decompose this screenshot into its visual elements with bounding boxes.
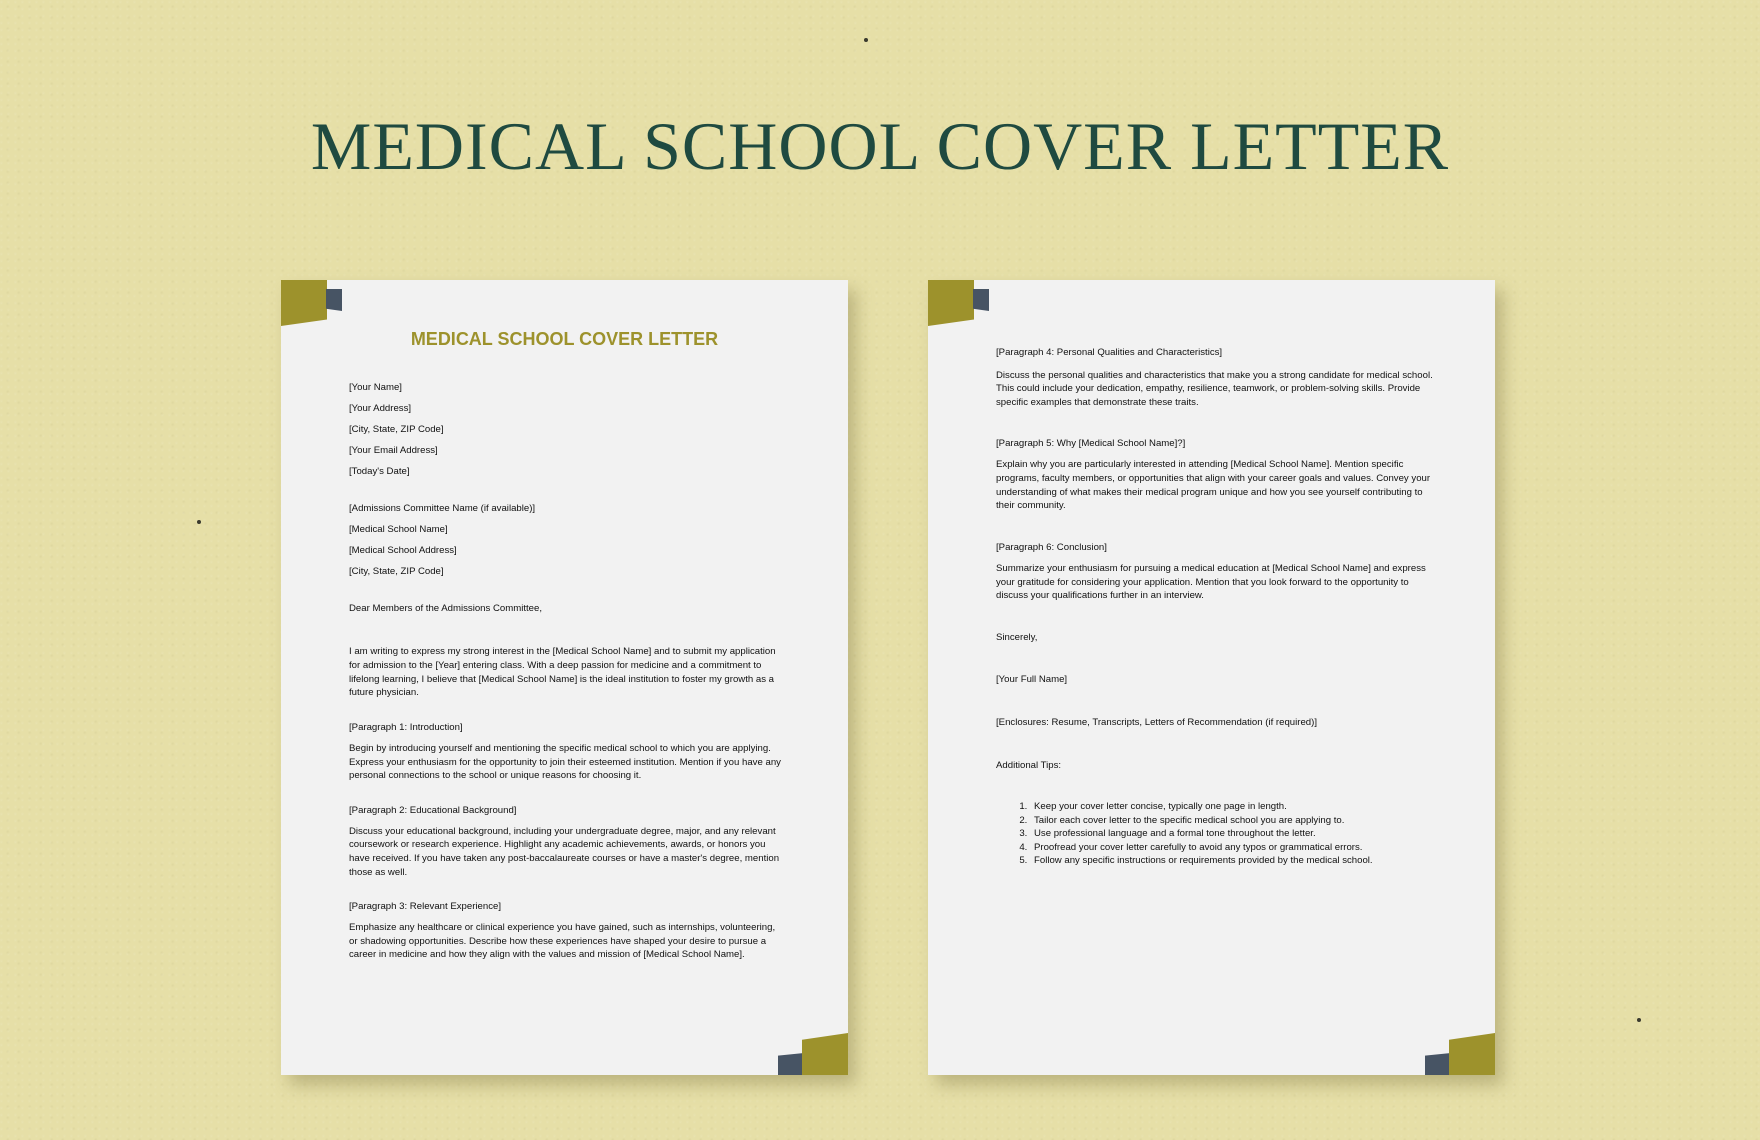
closing: Sincerely, — [996, 631, 1038, 643]
corner-decoration — [973, 289, 989, 311]
document-title: MEDICAL SCHOOL COVER LETTER — [410, 329, 719, 349]
recipient-address: [Medical School Address] — [349, 545, 457, 557]
section-body: Summarize your enthusiasm for pursuing a medical education at [Medical School Name] and express your gratitude for considering your application. Mention that you look forward to the opportunity to discuss your qualifications further in an interview. — [996, 562, 1426, 602]
paper-speck — [197, 520, 201, 524]
list-item: 4. Proofread your cover letter carefully to avoid any typos or grammatical errors. — [1030, 841, 1436, 855]
sender-email: [Your Email Address] — [349, 445, 438, 457]
section-heading: [Paragraph 6: Conclusion] — [996, 541, 1107, 553]
sender-name: [Your Name] — [349, 382, 402, 393]
signature-name: [Your Full Name] — [996, 674, 1068, 686]
section-body: Explain why you are particularly interested in attending [Medical School Name]. Mention specific programs, faculty members, or opportunities that align with your career goals and values. Convey your understanding of what makes their medical program unique and how you see yourself contributing to their community. — [996, 459, 1431, 512]
list-item: 3. Use professional language and a formal tone throughout the letter. — [1030, 827, 1436, 841]
recipient-committee: [Admissions Committee Name (if available)] — [349, 502, 536, 514]
page-headline: MEDICAL SCHOOL COVER LETTER — [310, 108, 1450, 184]
sender-city: [City, State, ZIP Code] — [349, 424, 444, 436]
section-heading: [Paragraph 2: Educational Background] — [349, 804, 517, 816]
list-item: 5. Follow any specific instructions or requirements provided by the medical school. — [1030, 854, 1436, 868]
list-item: 2. Tailor each cover letter to the specific medical school you are applying to. — [1030, 814, 1436, 828]
letter-page-1 — [281, 280, 848, 1075]
corner-decoration — [778, 1053, 804, 1075]
section-heading: [Paragraph 3: Relevant Experience] — [349, 901, 501, 913]
letter-date: [Today's Date] — [349, 466, 410, 478]
salutation: Dear Members of the Admissions Committee, — [349, 602, 543, 614]
list-item: 1. Keep your cover letter concise, typically one page in length. — [1030, 800, 1436, 814]
corner-decoration — [281, 280, 327, 326]
corner-decoration — [1425, 1053, 1451, 1075]
tips-list — [996, 800, 1436, 868]
paper-speck — [1637, 1018, 1641, 1022]
corner-decoration — [326, 289, 342, 311]
paper-speck — [864, 38, 868, 42]
section-body: Emphasize any healthcare or clinical experience you have gained, such as internships, volunteering, or shadowing opportunities. Describe how these experiences have shaped your desire to pursue a career in medicine and how they align with the values and mission of [Medical School Name]. — [349, 922, 776, 961]
recipient-school: [Medical School Name] — [349, 524, 448, 536]
intro-paragraph: I am writing to express my strong interest in the [Medical School Name] and to submit my application for admission to the [Year] entering class. With a deep passion for medicine and a commitment to lifelong learning, I believe that [Medical School Name] is the ideal institution to foster my growth as a future physician. — [349, 646, 776, 699]
section-heading: [Paragraph 5: Why [Medical School Name]?] — [996, 438, 1186, 450]
section-heading: [Paragraph 1: Introduction] — [349, 721, 463, 733]
corner-decoration — [1449, 1033, 1495, 1075]
letter-body-page-2 — [996, 346, 1436, 868]
section-body: Begin by introducing yourself and mentioning the specific medical school to which you are applying. Express your enthusiasm for the opportunity to join their esteemed institution. Mention if you have any personal connections to the school or unique reasons for choosing it. — [349, 742, 781, 782]
letter-body-page-1 — [349, 381, 781, 962]
sender-address: [Your Address] — [349, 403, 412, 415]
tips-heading: Additional Tips: — [996, 759, 1062, 771]
corner-decoration — [928, 280, 974, 326]
section-body: Discuss the personal qualities and characteristics that make you a strong candidate for medical school. This could include your dedication, empathy, resilience, teamwork, or problem-solving skills. Provide specific examples that demonstrate these traits. — [996, 369, 1433, 408]
corner-decoration — [802, 1033, 848, 1075]
letter-page-2 — [928, 280, 1495, 1075]
enclosures-line: [Enclosures: Resume, Transcripts, Letters of Recommendation (if required)] — [996, 716, 1317, 728]
recipient-city: [City, State, ZIP Code] — [349, 566, 444, 578]
section-body: Discuss your educational background, including your undergraduate degree, major, and any relevant coursework or research experience. Highlight any academic achievements, awards, or honors you have received. If you have taken any post-baccalaureate courses or have a master's degree, mention those as well. — [349, 825, 780, 878]
section-heading: [Paragraph 4: Personal Qualities and Characteristics] — [996, 347, 1223, 358]
